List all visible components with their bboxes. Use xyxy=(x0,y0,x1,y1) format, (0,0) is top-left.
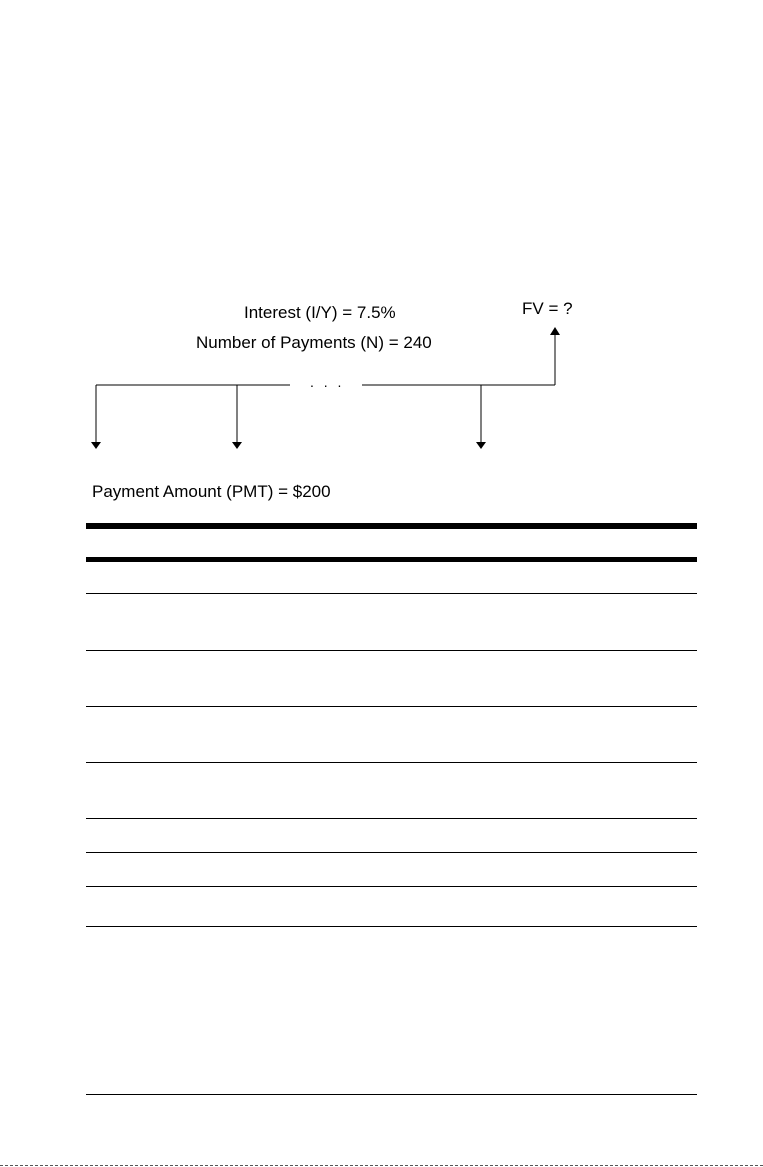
table-row-divider xyxy=(86,886,697,887)
interest-label: Interest (I/Y) = 7.5% xyxy=(244,303,396,322)
payment-amount-label: Payment Amount (PMT) = $200 xyxy=(92,482,331,501)
payment-arrowhead-3 xyxy=(476,442,486,449)
timeline-ellipsis: . . . xyxy=(310,374,345,390)
number-of-payments-label: Number of Payments (N) = 240 xyxy=(196,333,432,352)
table-top-rule xyxy=(86,523,697,529)
table-row-divider xyxy=(86,852,697,853)
payment-arrowhead-2 xyxy=(232,442,242,449)
payment-arrowhead-1 xyxy=(91,442,101,449)
table-row-divider xyxy=(86,706,697,707)
cash-flow-timeline xyxy=(0,0,763,520)
table-row-divider xyxy=(86,762,697,763)
table-row-divider xyxy=(86,818,697,819)
table-row-divider xyxy=(86,926,697,927)
fv-arrowhead xyxy=(550,327,560,335)
future-value-label: FV = ? xyxy=(522,299,573,318)
table-header-rule xyxy=(86,557,697,562)
page-bottom-border xyxy=(0,1165,763,1166)
table-row-divider xyxy=(86,593,697,594)
table-bottom-rule xyxy=(86,1094,697,1095)
table-row-divider xyxy=(86,650,697,651)
